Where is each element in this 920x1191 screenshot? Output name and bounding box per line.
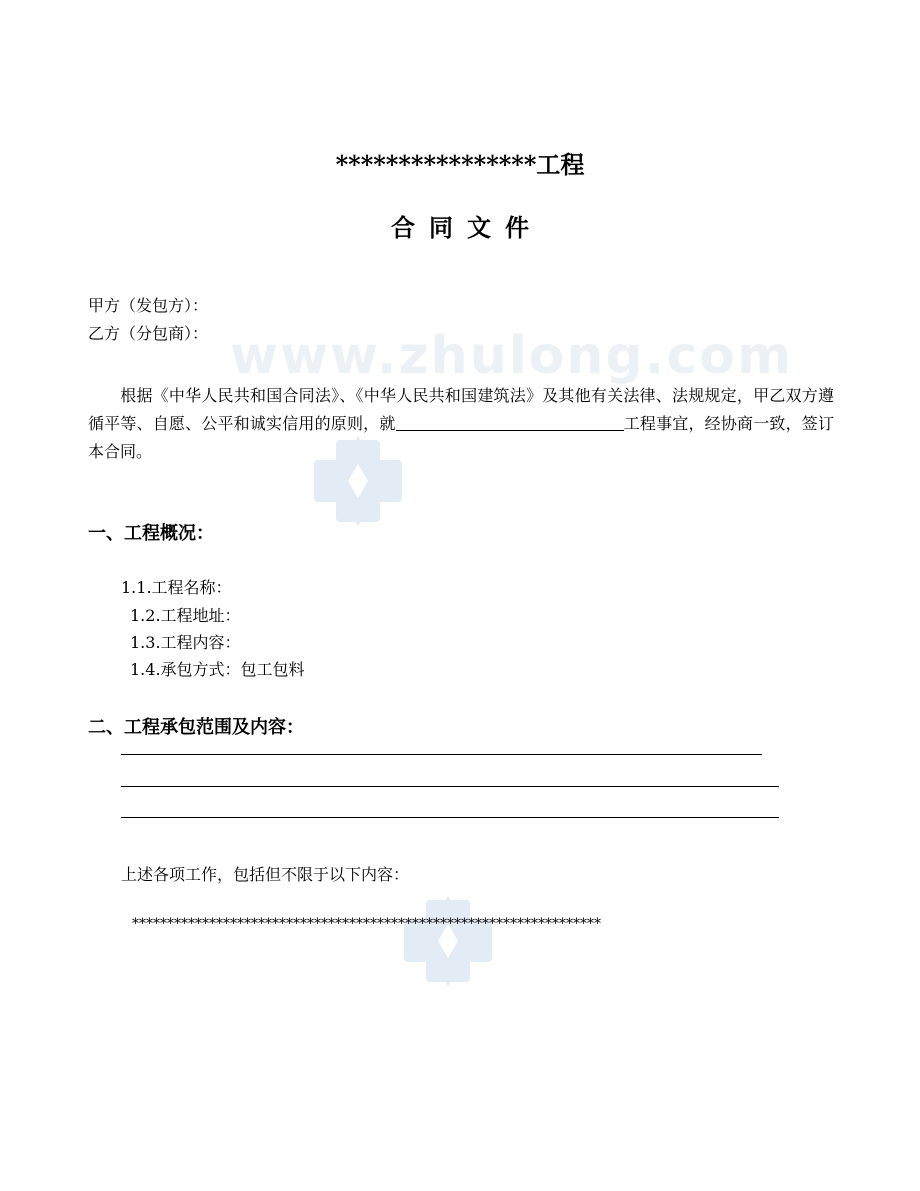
subtitle-char: 同	[429, 213, 453, 242]
subtitle-char: 文	[467, 213, 491, 242]
section1-item: 1.1.工程名称：	[121, 578, 232, 597]
intro-text-before: 根据《中华人民共和国合同法》、《中华人民共和国建筑法》及其他有关法律、法规规定，甲乙双方遵循平等、自愿、公平和诚实信用的原则，就	[88, 386, 834, 433]
blank-line	[121, 786, 779, 787]
section1-heading: 一、工程概况：	[88, 523, 214, 544]
asterisk-line: *******************************************************************	[132, 916, 601, 932]
section1-item: 1.3.工程内容：	[130, 633, 241, 652]
party-b-label: 乙方（分包商）：	[88, 324, 209, 343]
section1-item: 1.2.工程地址：	[130, 606, 241, 625]
party-a-label: 甲方（发包方）：	[88, 296, 209, 315]
document-title: ****************工程	[335, 150, 585, 179]
project-name-blank	[396, 414, 624, 431]
blank-line	[121, 754, 762, 755]
subtitle-char: 合	[391, 213, 415, 242]
section1-item: 1.4.承包方式：包工包料	[130, 660, 305, 679]
blank-line	[121, 817, 779, 818]
section2-heading: 二、工程承包范围及内容：	[88, 717, 304, 738]
watermark-logo-icon-lower	[396, 896, 500, 986]
subtitle-char: 件	[505, 213, 529, 242]
intro-paragraph	[88, 382, 834, 466]
section2-note: 上述各项工作，包括但不限于以下内容：	[121, 865, 410, 884]
watermark-text: www.zhulong.com	[230, 326, 794, 386]
intro-text-after: 工程事宜，经协商一致，签订本合同。	[88, 414, 834, 461]
document-subtitle	[0, 208, 920, 243]
